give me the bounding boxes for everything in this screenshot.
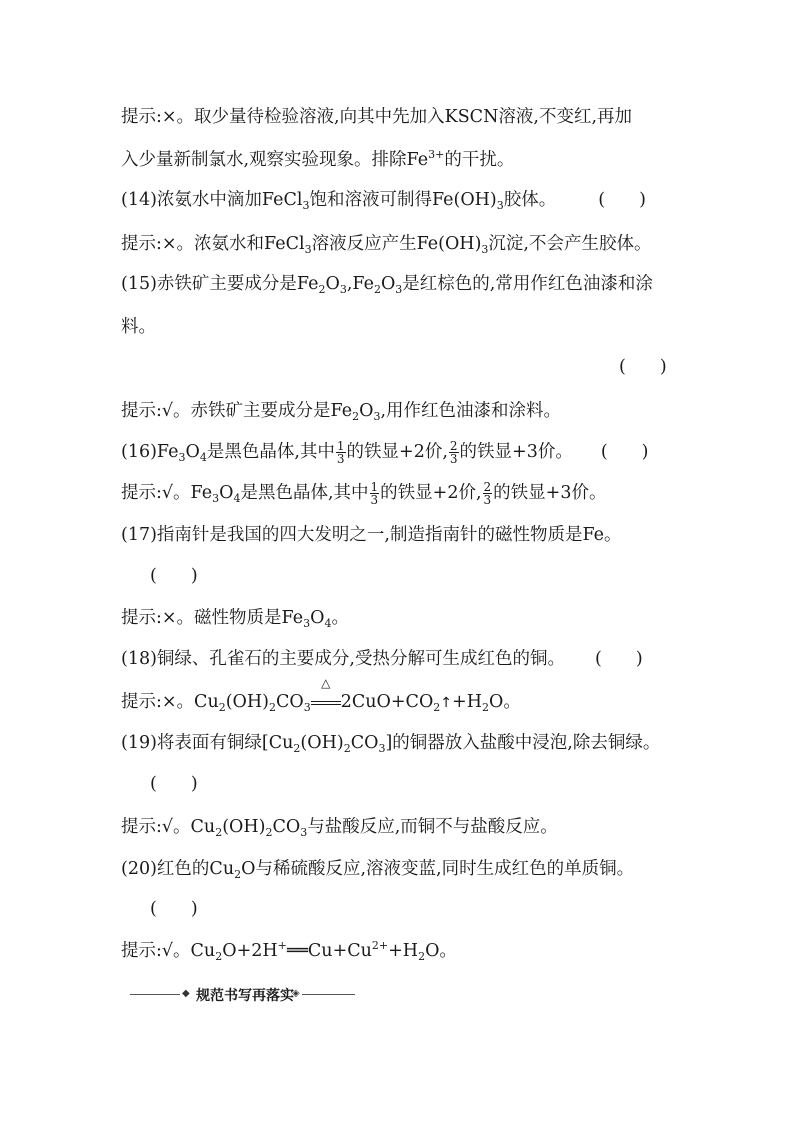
diamond-icon: ◈ <box>292 988 300 999</box>
answer-paren-17: ( ) <box>150 566 198 586</box>
section-divider <box>130 985 355 1003</box>
question-17: (17)指南针是我国的四大发明之一,制造指南针的磁性物质是Fe。 <box>121 525 622 545</box>
hint-line-13b: 入少量新制氯水,观察实验现象。排除$Fe^{3+}$的干扰。 <box>121 148 515 170</box>
fraction-two-thirds: $\frac{2}{3}$ <box>449 439 458 466</box>
hint-14: 提示:×。浓氨水和FeCl$_3$溶液反应产生$Fe(OH)_3$沉淀,不会产生胶体。 <box>121 234 652 256</box>
gas-arrow-icon: ↑ <box>440 695 453 711</box>
question-19: (19)将表面有铜绿$[Cu_2(OH)_2CO_3]$的铜器放入盐酸中浸泡,除去铜绿。 <box>121 733 661 755</box>
divider-line-left <box>130 994 180 995</box>
heat-equation-sign: △ <box>311 690 341 714</box>
hint-19: 提示:√。$Cu_2(OH)_2CO_3$与盐酸反应,而铜不与盐酸反应。 <box>121 817 558 839</box>
question-18: (18)铜绿、孔雀石的主要成分,受热分解可生成红色的铜。 ( ) <box>121 649 643 669</box>
hint-15: 提示:√。赤铁矿主要成分是$Fe_2O_3$,用作红色油漆和涂料。 <box>121 401 562 423</box>
diamond-icon: ◆ <box>182 988 190 999</box>
question-15-line2: 料。 <box>121 317 156 337</box>
answer-paren-19: ( ) <box>150 774 198 794</box>
hint-line-13a: 提示:×。取少量待检验溶液,向其中先加入KSCN溶液,不变红,再加 <box>121 107 633 127</box>
question-16: $(16)Fe_3O_4$是黑色晶体,其中 $\frac{1}{3}$ 的铁显+2价, $\frac{2}{3}$ 的铁显+3价。 ( ) <box>121 439 649 466</box>
question-20: (20)红色的$Cu_2O$与稀硫酸反应,溶液变蓝,同时生成红色的单质铜。 <box>121 859 635 881</box>
divider-line-right <box>302 994 355 995</box>
question-15-line1: (15)赤铁矿主要成分是$Fe_2O_3,Fe_2O_3$是红棕色的,常用作红色油漆和涂 <box>121 274 653 296</box>
fraction-one-third: $\frac{1}{3}$ <box>336 439 345 466</box>
question-14: (14)浓氨水中滴加FeCl$_3$饱和溶液可制得$Fe(OH)_3$胶体。 ( ) <box>121 190 646 212</box>
answer-paren-20: ( ) <box>150 899 198 919</box>
hint-20: 提示:√。$Cu_2O+2H^+══Cu+Cu^{2+}+H_2O$。 <box>121 939 457 963</box>
hint-18: 提示:×。$Cu_2(OH)_2CO_3$ △ $2CuO+CO_2↑+H_2O$。 <box>121 676 521 714</box>
answer-paren-15: ( ) <box>619 357 667 377</box>
hint-17: 提示:×。磁性物质是$Fe_3O_4$。 <box>121 608 349 630</box>
section-title: 规范书写再落实 <box>196 988 294 1004</box>
hint-16: 提示:√。$Fe_3O_4$是黑色晶体,其中 $\frac{1}{3}$ 的铁显+2价, $\frac{2}{3}$ 的铁显+3价。 <box>121 480 607 507</box>
